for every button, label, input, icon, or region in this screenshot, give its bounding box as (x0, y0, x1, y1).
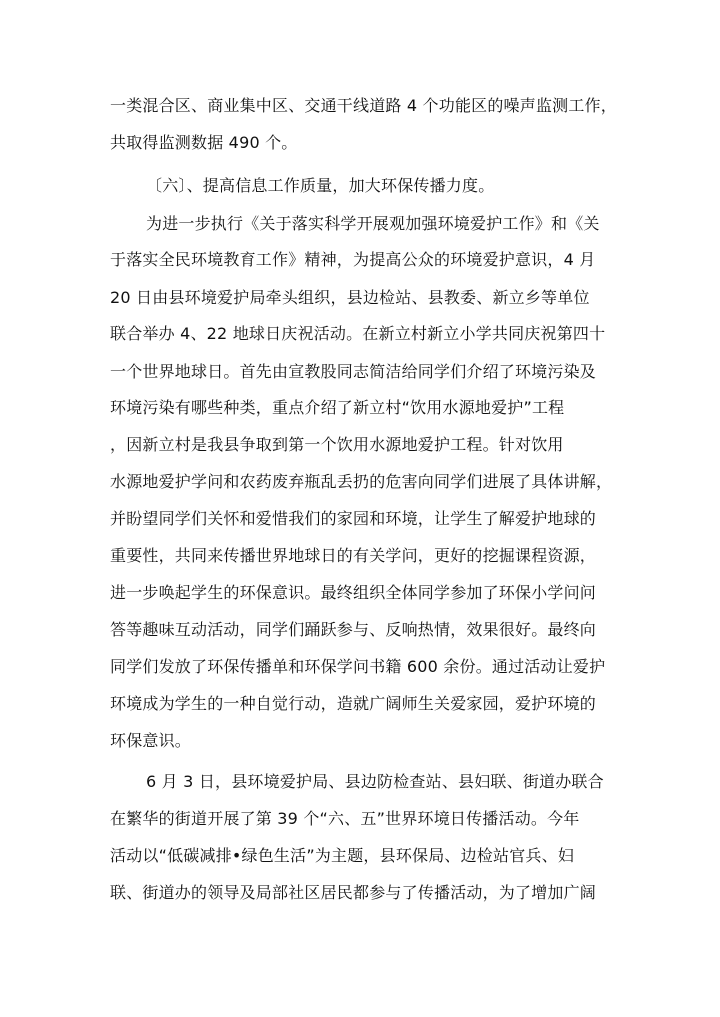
text-line: 联、街道办的领导及局部社区居民都参与了传播活动，为了增加广阔 (110, 883, 597, 902)
text-line: 进一步唤起学生的环保意识。最终组织全体同学参加了环保小学问问 (110, 583, 597, 602)
text-line: 一类混合区、商业集中区、交通干线道路 4 个功能区的噪声监测工作， (110, 96, 617, 115)
text-line: 6 月 3 日，县环境爱护局、县边防检查站、县妇联、街道办联合 (146, 772, 604, 791)
text-line: 共取得监测数据 490 个。 (110, 133, 298, 152)
text-line: 在繁华的街道开展了第 39 个“六、五”世界环境日传播活动。今年 (110, 809, 580, 828)
text-line: 联合举办 4、22 地球日庆祝活动。在新立村新立小学共同庆祝第四十 (110, 324, 606, 343)
text-line: 环境污染有哪些种类，重点介绍了新立村“饮用水源地爱护”工程 (110, 398, 565, 417)
text-line: 环境成为学生的一种自觉行动，造就广阔师生关爱家园，爱护环境的 (110, 694, 597, 713)
text-line: ，因新立村是我县争取到第一个饮用水源地爱护工程。针对饮用 (110, 435, 564, 454)
text-line: 一个世界地球日。首先由宣教股同志简洁给同学们介绍了环境污染及 (110, 362, 597, 381)
text-line: 重要性，共同来传播世界地球日的有关学问，更好的挖掘课程资源， (110, 546, 597, 565)
section-heading: 〔六〕、提高信息工作质量，加大环保传播力度。 (146, 176, 495, 195)
text-line: 环保意识。 (110, 731, 192, 750)
text-line: 并盼望同学们关怀和爱惜我们的家园和环境，让学生了解爱护地球的 (110, 509, 597, 528)
text-line: 20 日由县环境爱护局牵头组织，县边检站、县教委、新立乡等单位 (110, 288, 590, 307)
text-line: 水源地爱护学问和农药废弃瓶乱丢扔的危害向同学们进展了具体讲解， (110, 472, 613, 491)
text-line: 同学们发放了环保传播单和环保学问书籍 600 余份。通过活动让爱护 (110, 657, 606, 676)
text-line: 于落实全民环境教育工作》精神，为提高公众的环境爱护意识，4 月 (110, 250, 596, 269)
text-line: 为进一步执行《关于落实科学开展观加强环境爱护工作》和《关 (146, 214, 600, 233)
text-line: 活动以“低碳减排•绿色生活”为主题，县环保局、边检站官兵、妇 (110, 846, 575, 865)
text-line: 答等趣味互动活动，同学们踊跃参与、反响热情，效果很好。最终向 (110, 620, 597, 639)
